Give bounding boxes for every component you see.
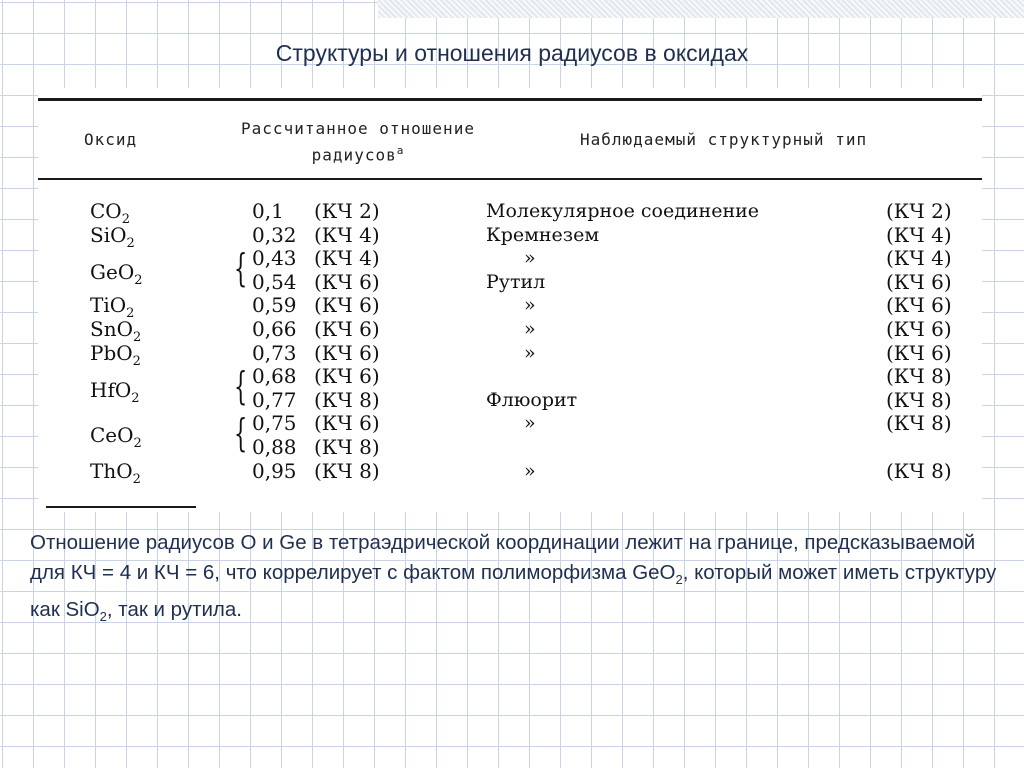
- cell-observed-cn: (КЧ 6): [886, 340, 952, 365]
- brace-icon: {: [234, 411, 248, 456]
- header-ratio-line1: Рассчитанное отношение: [241, 119, 475, 138]
- header-ratio-line2: [228, 140, 488, 166]
- oxide-subscript: 2: [132, 330, 142, 345]
- cell-structure: Молекулярное соединение: [486, 200, 760, 222]
- slide-title: Структуры и отношения радиусов в оксидах: [275, 40, 749, 66]
- oxide-subscript: 2: [126, 306, 135, 322]
- table-row: [38, 377, 982, 412]
- note-sub-2: 2: [99, 609, 107, 625]
- cell-structure: »: [524, 341, 536, 364]
- table-row: [38, 259, 982, 294]
- brace-icon: {: [234, 246, 248, 291]
- cell-calculated-cn: (КЧ 6): [314, 364, 380, 389]
- cell-calculated-cn: (КЧ 6): [314, 340, 380, 365]
- oxide-formula: TiO: [90, 293, 127, 318]
- table-row: [38, 199, 982, 227]
- header-oxide: Оксид: [84, 130, 138, 149]
- oxide-formula: CO: [90, 199, 122, 223]
- header-ratio: [228, 118, 488, 166]
- cell-observed-cn: (КЧ 8): [886, 364, 952, 389]
- oxide-formula: GeO: [90, 259, 135, 284]
- table-bottom-rule: [46, 506, 196, 508]
- cell-observed-cn: (КЧ 6): [886, 293, 952, 318]
- table-header-rule: [38, 178, 982, 180]
- cell-observed-cn: (КЧ 4): [886, 246, 952, 271]
- oxide-formula: PbO: [90, 340, 133, 365]
- cell-observed-cn: (КЧ 8): [886, 411, 952, 436]
- cell-ratio: 0,75: [252, 411, 297, 436]
- oxide-formula: ThO: [90, 458, 133, 483]
- cell-oxide: [90, 460, 141, 491]
- cell-ratio: 0,43: [252, 246, 297, 271]
- cell-ratio: 0,66: [252, 317, 297, 341]
- cell-ratio: 0,59: [252, 293, 297, 318]
- cell-ratio: 0,88: [252, 435, 297, 459]
- corner-decoration: [378, 0, 1024, 18]
- cell-calculated-cn: (КЧ 6): [314, 411, 380, 436]
- oxide-subscript: 2: [134, 272, 143, 288]
- header-ratio-word: радиусов: [311, 145, 397, 165]
- cell-structure: »: [524, 459, 536, 482]
- cell-observed-cn: (КЧ 6): [886, 317, 952, 341]
- cell-calculated-cn: (КЧ 8): [314, 458, 380, 483]
- cell-calculated-cn: (КЧ 4): [314, 222, 380, 247]
- table-row: [38, 317, 982, 345]
- cell-observed-cn: (КЧ 8): [886, 458, 952, 483]
- table-row: [38, 222, 982, 251]
- note-sub-1: 2: [675, 572, 683, 588]
- oxide-subscript: 2: [121, 212, 130, 227]
- table-top-rule: [38, 98, 982, 101]
- oxide-formula: SnO: [90, 317, 133, 341]
- brace-icon: {: [234, 364, 248, 409]
- table-row: [38, 293, 982, 322]
- note-text-2: , который может иметь структуру как SiO: [30, 561, 997, 622]
- header-ratio-footnote: а: [396, 144, 405, 157]
- cell-ratio: 0,1: [252, 199, 284, 223]
- table-row: [38, 458, 982, 487]
- cell-structure: »: [524, 294, 536, 317]
- explanation-note: [30, 528, 1000, 632]
- cell-calculated-cn: (КЧ 8): [314, 435, 380, 459]
- cell-ratio: 0,77: [252, 387, 297, 412]
- oxide-subscript: 2: [133, 436, 142, 451]
- cell-calculated-cn: (КЧ 8): [314, 387, 380, 412]
- cell-observed-cn: (КЧ 6): [886, 269, 952, 294]
- cell-calculated-cn: (КЧ 2): [314, 199, 380, 223]
- header-observed-type: Наблюдаемый структурный тип: [580, 130, 868, 149]
- cell-structure: Флюорит: [486, 388, 578, 411]
- note-text-3: , так и рутила.: [106, 598, 242, 622]
- cell-structure: »: [524, 247, 536, 270]
- oxide-formula: HfO: [90, 377, 132, 402]
- oxide-subscript: 2: [126, 235, 135, 251]
- table-row: [38, 340, 982, 369]
- cell-calculated-cn: (КЧ 6): [314, 269, 380, 294]
- note-text-1: Отношение радиусов O и Ge в тетраэдрической координации лежит на границе, предсказываемой для КЧ = 4 и КЧ = 6, что коррелирует с фактом полиморфизма GeO: [30, 531, 976, 584]
- oxide-subscript: 2: [131, 390, 140, 406]
- cell-calculated-cn: (КЧ 4): [314, 246, 380, 271]
- cell-oxide: [90, 379, 140, 410]
- cell-ratio: 0,95: [252, 458, 297, 483]
- cell-structure: »: [524, 412, 536, 435]
- cell-ratio: 0,73: [252, 340, 297, 365]
- cell-structure: Кремнезем: [486, 223, 600, 246]
- oxide-formula: SiO: [90, 222, 127, 247]
- cell-ratio: 0,32: [252, 222, 297, 247]
- cell-calculated-cn: (КЧ 6): [314, 317, 380, 341]
- cell-observed-cn: (КЧ 8): [886, 387, 952, 412]
- cell-calculated-cn: (КЧ 6): [314, 293, 380, 318]
- cell-ratio: 0,54: [252, 269, 297, 294]
- cell-structure: Рутил: [486, 270, 546, 293]
- cell-oxide: [90, 261, 143, 292]
- cell-observed-cn: (КЧ 4): [886, 222, 952, 247]
- cell-structure: »: [524, 318, 536, 340]
- oxide-formula: CeO: [90, 423, 134, 447]
- oxide-subscript: 2: [132, 471, 141, 487]
- cell-ratio: 0,68: [252, 364, 297, 389]
- cell-oxide: [90, 424, 142, 455]
- cell-observed-cn: (КЧ 2): [886, 199, 952, 223]
- oxide-subscript: 2: [132, 353, 141, 369]
- oxide-table: [38, 88, 982, 512]
